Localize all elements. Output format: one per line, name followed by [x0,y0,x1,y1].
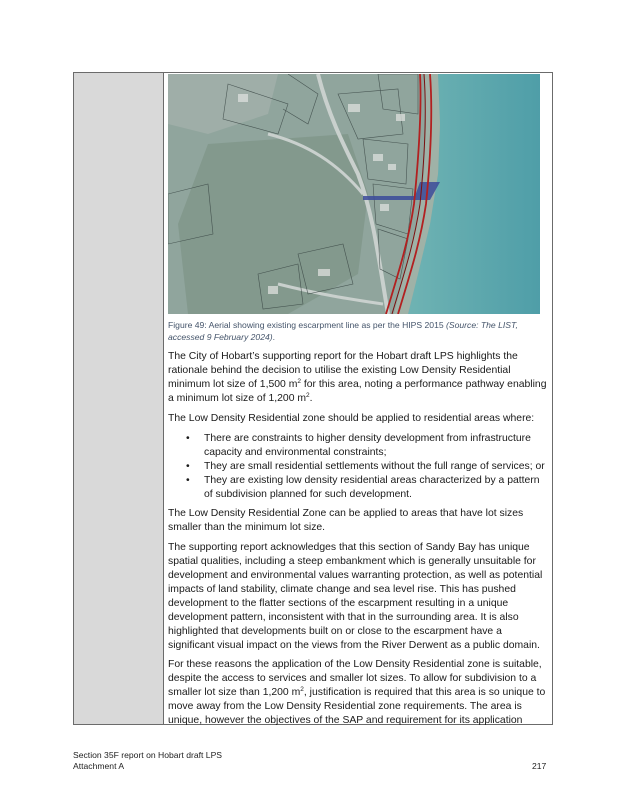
list-item [168,460,549,474]
superscript: 2 [300,686,304,693]
caption-main: Figure 49: Aerial showing existing escarpment line as per the HIPS 2015 [168,320,447,330]
paragraph-5-text-b: , justification is required that this area is so unique to move away from the Low Density Residential zone requirements. The area is unique, however the objectives of the SAP and requirement for its application [168,687,546,726]
list-item-text: They are small residential settlements without the full range of services; or [204,461,545,472]
superscript: 2 [306,392,310,399]
paragraph-4: The supporting report acknowledges that this section of Sandy Bay has unique spatial qualities, including a steep embankment which is generally unsuitable for development and environmental values warranting protection, as well as potential impacts of land stability, climate change and sea level rise. This has pushed development to the flatter sections of the escarpment resulting in a unique development pattern, inconsistent with that in the surrounding area. It is also highlighted that developments built on or close to the escarpment have a significant visual impact on the views from the River Derwent as a public domain. [168,542,543,651]
caption-end: . [272,332,276,342]
list-item-text: They are existing low density residential areas characterized by a pattern of subdivision planned for such development. [204,475,540,500]
list-item [168,474,549,502]
superscript: 2 [297,378,301,385]
page-number: 217 [532,761,547,771]
paragraph-3: The Low Density Residential Zone can be applied to areas that have lot sizes smaller than the minimum lot size. [168,508,524,533]
paragraph-1-text-a: The City of Hobart’s supporting report for the Hobart draft LPS highlights the rationale behind the decision to utilise the existing Low Density Residential minimum lot size of 1,500 m [168,351,518,390]
bullet-icon: • [186,461,190,472]
paragraph-5 [168,658,549,728]
paragraph-1-text-b: for this area, noting a performance pathway enabling a minimum lot size of 1,200 m [168,379,547,404]
aerial-map-figure [168,74,540,314]
paragraph-1-text-c: . [309,393,313,404]
list-item [168,432,549,460]
figure-caption [168,319,548,343]
paragraph-5-text-a: For these reasons the application of the Low Density Residential zone is suitable, despite the access to services and smaller lot sizes. To allow for subdivision to a smaller lot size than 1,200 m [168,659,542,698]
page-footer [73,750,222,772]
caption-source: (Source: The LIST, accessed 9 February 2024) [168,320,518,342]
paragraph-2: The Low Density Residential zone should be applied to residential areas where: [168,413,535,424]
footer-line-2: Attachment A [73,761,125,771]
paragraph-1 [168,350,549,406]
bullet-list [168,432,549,502]
footer-line-1: Section 35F report on Hobart draft LPS [73,750,223,760]
bullet-icon: • [186,433,190,444]
list-item-text: There are constraints to higher density development from infrastructure capacity and environmental constraints; [204,433,531,458]
bullet-icon: • [186,475,190,486]
